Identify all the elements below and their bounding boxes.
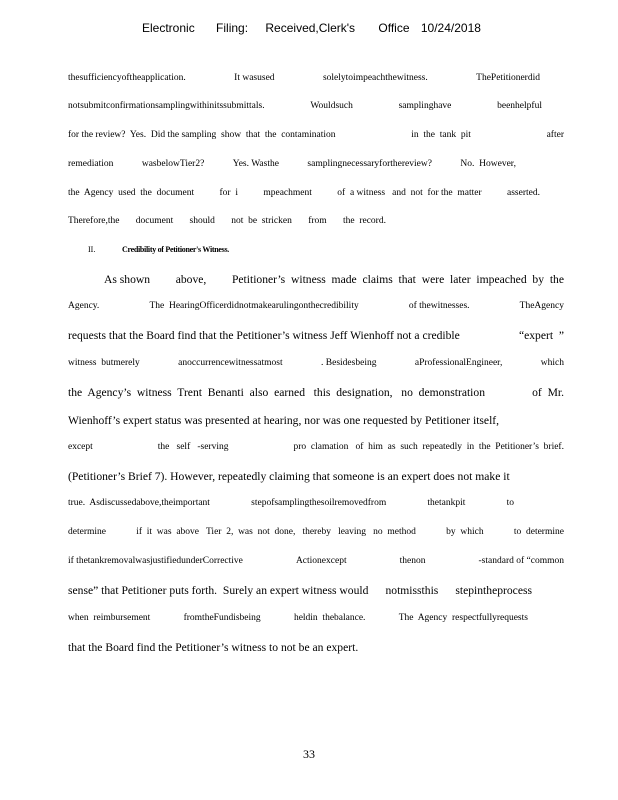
p1-text-segment: asserted. — [507, 188, 540, 198]
p1-text-segment: samplingnecessaryforthereview? — [307, 159, 432, 169]
p1-text-segment: wasbelowTier2? — [141, 159, 205, 169]
p2-text-segment: by which — [446, 527, 484, 537]
p2-text-segment: pro clamation of him as such repeatedly in the Petitioner’s brief. — [293, 442, 564, 452]
p1-text-segment: in the tank pit — [411, 130, 471, 140]
p2-text-segment: if thetankremovalwasjustifiedunderCorrective — [68, 556, 243, 566]
p2-text-segment: anoccurrencewitnessatmost — [178, 358, 283, 368]
p1-text-segment: for the review? Yes. Did the sampling show that the contamination — [68, 130, 336, 140]
p2-line — [68, 329, 564, 342]
p1-text-segment: ThePetitionerdid — [476, 73, 540, 83]
p2-text-segment: if it was above Tier 2, was not done, thereby leaving no method — [136, 527, 416, 537]
p2-line — [68, 527, 564, 537]
p2-text-segment: fromtheFundisbeing — [183, 613, 261, 623]
p2-line — [104, 273, 564, 286]
p1-text-segment: of a witness and not for the matter — [337, 188, 482, 198]
p2-line — [68, 613, 528, 623]
section-heading — [88, 245, 229, 254]
p2-text-segment: Wienhoff’s expert status was presented at hearing, nor was one requested by Petitioner itself, — [68, 414, 500, 427]
p2-text-segment: stepofsamplingthesoilremovedfrom — [251, 498, 387, 508]
p2-line — [68, 556, 564, 566]
p2-text-segment: which — [540, 358, 564, 368]
p1-text-segment: the record. — [342, 216, 386, 226]
p2-text-segment: aProfessionalEngineer, — [414, 358, 503, 368]
header-received-clerks: Received,Clerk's — [265, 21, 356, 35]
p1-text-segment: the Agency used the document — [68, 188, 195, 198]
p1-line — [68, 188, 540, 198]
p2-text-segment: Actionexcept — [295, 556, 347, 566]
p1-text-segment: should — [189, 216, 215, 226]
p2-line — [68, 470, 564, 483]
p1-line — [68, 216, 386, 226]
section-number: II. — [88, 245, 96, 254]
p2-text-segment: sense” that Petitioner puts forth. Surely an expert witness would — [68, 584, 369, 597]
p2-text-segment: TheAgency — [519, 301, 564, 311]
p2-text-segment: notmissthis — [385, 584, 439, 597]
p2-text-segment: that the Board find the Petitioner’s witness to not be an expert. — [68, 641, 359, 654]
p1-text-segment: mpeachment — [263, 188, 312, 198]
p2-text-segment: heldin thebalance. — [293, 613, 366, 623]
p2-line — [68, 414, 564, 427]
p1-text-segment: from — [308, 216, 327, 226]
p2-text-segment: the self -serving — [157, 442, 229, 452]
p2-text-segment: requests that the Board find that the Petitioner’s witness Jeff Wienhoff not a credible — [68, 329, 460, 342]
p2-line — [68, 641, 368, 654]
p2-line — [68, 584, 532, 597]
p2-line — [68, 498, 514, 508]
p1-text-segment: remediation — [68, 159, 114, 169]
p1-text-segment: No. However, — [460, 159, 516, 169]
p1-line — [68, 159, 516, 169]
p2-text-segment: except — [68, 442, 93, 452]
p2-text-segment: The HearingOfficerdidnotmakearulingonthecredibility — [149, 301, 359, 311]
p2-line — [68, 386, 564, 399]
p2-text-segment: -standard of “common — [478, 556, 564, 566]
p1-text-segment: Therefore,the — [68, 216, 120, 226]
p2-text-segment: “expert ” — [518, 329, 564, 342]
p1-text-segment: beenhelpful — [497, 101, 542, 111]
p1-text-segment: solelytoimpeachthewitness. — [322, 73, 428, 83]
p1-text-segment: after — [546, 130, 564, 140]
p2-text-segment: above, — [175, 273, 207, 286]
p1-text-segment: Yes. Wasthe — [232, 159, 279, 169]
p1-text-segment: thesufficiencyoftheapplication. — [68, 73, 186, 83]
p2-text-segment: Petitioner’s witness made claims that were later impeached by the — [231, 273, 564, 286]
p2-text-segment: of Mr. — [532, 386, 564, 399]
p2-line — [68, 358, 564, 368]
p2-line — [68, 442, 564, 452]
header-electronic: Electronic — [142, 21, 195, 35]
p2-text-segment: to determine — [513, 527, 564, 537]
p2-text-segment: stepintheprocess — [455, 584, 532, 597]
page-number: 33 — [303, 747, 315, 761]
p2-text-segment: Agency. — [68, 301, 100, 311]
p1-text-segment: notsubmitconfirmationsamplingwithinitssubmittals. — [68, 101, 265, 111]
p2-text-segment: determine — [68, 527, 106, 537]
p2-text-segment: of thewitnesses. — [408, 301, 470, 311]
p1-text-segment: It wasused — [234, 73, 275, 83]
p2-text-segment: witness butmerely — [68, 358, 140, 368]
header-date: 10/24/2018 — [420, 21, 481, 35]
p1-line — [68, 130, 564, 140]
p1-text-segment: for i — [219, 188, 238, 198]
p2-text-segment: . Besidesbeing — [321, 358, 377, 368]
filing-header — [142, 21, 481, 35]
header-filing: Filing: — [216, 21, 249, 35]
p1-text-segment: not be stricken — [231, 216, 292, 226]
p1-line — [68, 73, 540, 83]
p2-text-segment: to — [506, 498, 514, 508]
p2-text-segment: The Agency respectfullyrequests — [398, 613, 528, 623]
p2-text-segment: true. Asdiscussedabove,theimportant — [68, 498, 210, 508]
p2-text-segment: thenon — [399, 556, 426, 566]
section-title: Credibility of Petitioner's Witness. — [122, 245, 229, 254]
p2-text-segment: the Agency’s witness Trent Benanti also earned this designation, no demonstration — [68, 386, 486, 399]
p1-text-segment: samplinghave — [398, 101, 452, 111]
p1-line — [68, 101, 542, 111]
p2-text-segment: (Petitioner’s Brief 7). However, repeatedly claiming that someone is an expert does not make it — [68, 470, 510, 483]
p2-text-segment: when reimbursement — [68, 613, 151, 623]
p2-text-segment: As shown — [104, 273, 151, 286]
p2-text-segment: thetankpit — [427, 498, 466, 508]
p1-text-segment: document — [135, 216, 174, 226]
header-office: Office — [378, 21, 410, 35]
p2-line — [68, 301, 564, 311]
p1-text-segment: Wouldsuch — [310, 101, 353, 111]
